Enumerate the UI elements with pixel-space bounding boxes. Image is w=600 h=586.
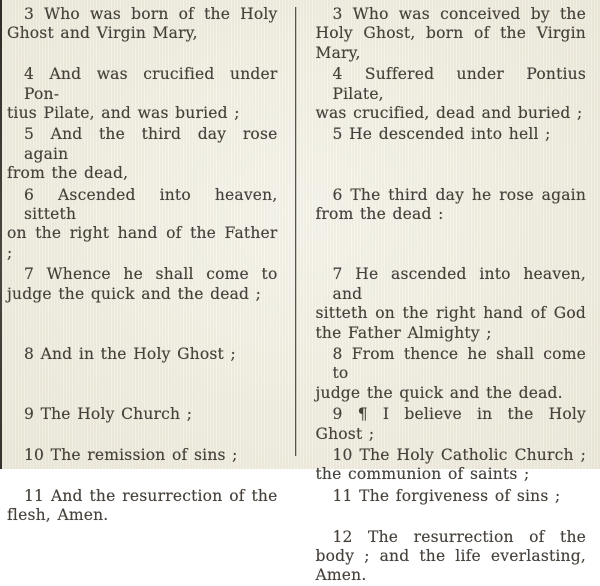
verse-cell-left-row5	[7, 265, 278, 343]
verse-line: judge the quick and the dead ;	[7, 284, 262, 303]
verse-cell-left-row10	[7, 528, 278, 586]
verse-line: judge the quick and the dead.	[315, 383, 563, 402]
verse-line: 4 And was crucified under Pon-	[24, 65, 278, 103]
verse-line: the Father Almighty ;	[315, 323, 492, 342]
verse-cell-right-row3	[316, 125, 587, 183]
verse-line: on the right hand of the Father ;	[7, 224, 278, 262]
verse-line: 3 Who was born of the Holy	[24, 5, 278, 23]
verse-line: from the dead,	[7, 164, 129, 183]
verse-line: sitteth on the right hand of God	[315, 304, 586, 323]
verse-line: 6 Ascended into heaven, sitteth	[24, 185, 278, 224]
verse-cell-right-row7	[316, 405, 587, 444]
verse-cell-left-row6	[7, 345, 278, 403]
verse-line: 7 Whence he shall come to	[24, 265, 278, 284]
verse-cell-left-row7	[7, 405, 278, 444]
verse-line: 5 And the third day rose again	[24, 125, 278, 163]
verse-line: tius Pilate, and was buried ;	[7, 104, 240, 123]
verse-cell-right-row9	[316, 487, 587, 526]
verse-line: Amen.	[315, 566, 367, 585]
verse-cell-right-row8	[316, 446, 587, 485]
verse-line: 3 Who was conceived by the	[332, 5, 586, 23]
verse-cell-right-row1	[316, 5, 587, 63]
verse-line: 9 The Holy Church ;	[24, 405, 193, 424]
verse-cell-left-row4	[7, 186, 278, 264]
verse-cell-left-row1	[7, 5, 278, 63]
verse-cell-right-row6	[316, 345, 587, 403]
verse-line: 11 And the resurrection of the	[24, 486, 278, 505]
verse-cell-left-row9	[7, 487, 278, 526]
verse-line: Holy Ghost, born of the Virgin	[315, 24, 586, 43]
verse-line: Ghost ;	[315, 424, 375, 443]
verse-grid	[7, 5, 586, 586]
verse-line: 8 And in the Holy Ghost ;	[24, 344, 236, 363]
verse-line: 10 The Holy Catholic Church ;	[332, 445, 586, 464]
verse-line: 7 He ascended into heaven, and	[332, 265, 586, 303]
page-scan-edge	[0, 0, 2, 469]
verse-cell-left-row3	[7, 125, 278, 183]
verse-cell-right-row10	[316, 528, 587, 586]
verse-line: 6 The third day he rose again	[332, 185, 586, 204]
verse-cell-right-row2	[316, 65, 587, 123]
verse-line: 11 The forgiveness of sins ;	[332, 486, 561, 505]
verse-cell-left-row2	[7, 65, 278, 123]
verse-line: 12 The resurrection of the	[332, 527, 586, 546]
verse-line: 4 Suffered under Pontius Pilate,	[332, 65, 586, 103]
verse-line: from the dead :	[315, 205, 444, 224]
verse-line: was crucified, dead and buried ;	[315, 104, 583, 123]
verse-line: Ghost and Virgin Mary,	[7, 24, 198, 43]
verse-line: 8 From thence he shall come to	[332, 344, 586, 383]
verse-cell-right-row4	[316, 186, 587, 264]
verse-line: 9 ¶ I believe in the Holy	[332, 405, 586, 424]
verse-line: Mary,	[315, 43, 361, 62]
verse-cell-right-row5	[316, 265, 587, 343]
verse-line: body ; and the life everlasting,	[315, 546, 586, 565]
verse-line: 10 The remission of sins ;	[24, 445, 238, 464]
verse-line: flesh, Amen.	[7, 506, 109, 525]
verse-cell-left-row8	[7, 446, 278, 485]
verse-line: the communion of saints ;	[315, 465, 530, 484]
verse-line: 5 He descended into hell ;	[332, 125, 551, 144]
